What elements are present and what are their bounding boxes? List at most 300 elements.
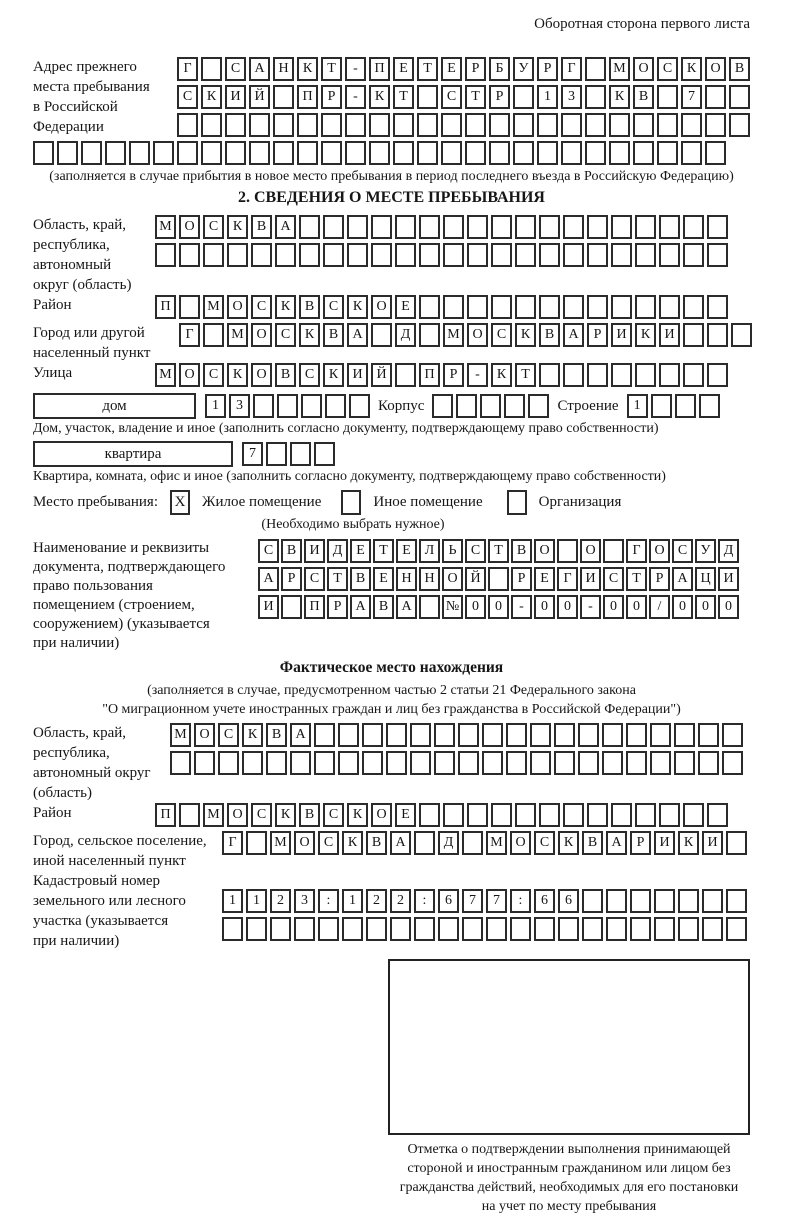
char-cell: Л [419,539,440,563]
char-cell: Т [488,539,509,563]
char-cell [582,889,603,913]
char-cell: Р [321,85,342,109]
char-cell [57,141,78,165]
label-line: в Российской [33,99,118,115]
char-cell [338,723,359,747]
char-cell [467,215,488,239]
label-line: при наличии) [33,635,120,651]
char-cell [218,751,239,775]
char-cell [515,803,536,827]
char-cell [530,723,551,747]
char-cell: Г [561,57,582,81]
char-cell [582,917,603,941]
char-cell [578,723,599,747]
city-label [33,323,155,363]
char-cell: Е [395,803,416,827]
char-cell: К [491,363,512,387]
char-cell [603,539,624,563]
char-cell [299,243,320,267]
char-cell [297,113,318,137]
region-label [33,215,155,295]
char-cell: 0 [488,595,509,619]
char-cell [393,141,414,165]
char-cell [707,243,728,267]
char-cell: С [441,85,462,109]
char-row [258,539,739,563]
char-cell [602,751,623,775]
char-row [155,215,728,239]
stroenie-label: Строение [557,397,619,414]
char-row [170,751,743,775]
char-cell [249,113,270,137]
char-cell [345,141,366,165]
char-cell [729,113,750,137]
char-cell: 1 [342,889,363,913]
char-cell: Р [489,85,510,109]
char-cell [318,917,339,941]
char-cell: С [225,57,246,81]
char-cell [266,442,287,466]
char-cell [504,394,525,418]
char-cell [587,295,608,319]
char-cell: П [419,363,440,387]
char-cell [417,141,438,165]
char-cell: Г [177,57,198,81]
char-cell: О [580,539,601,563]
label-line: Адрес прежнего [33,59,137,75]
char-cell: 1 [222,889,243,913]
char-cell [275,243,296,267]
char-cell [563,803,584,827]
char-row [222,831,747,855]
char-cell: Й [465,567,486,591]
char-cell [585,85,606,109]
char-cell [602,723,623,747]
label-line: Федерации [33,119,104,135]
char-cell: К [227,215,248,239]
char-cell: Р [587,323,608,347]
char-cell: П [304,595,325,619]
char-cell [467,803,488,827]
char-cell: В [729,57,750,81]
char-cell [462,917,483,941]
label-line: республика, [33,745,110,761]
char-cell: К [515,323,536,347]
char-cell [654,889,675,913]
char-cell [227,243,248,267]
char-cell: К [347,295,368,319]
char-cell: И [659,323,680,347]
char-cell [225,141,246,165]
char-cell: 2 [366,889,387,913]
stamp-box [388,959,750,1135]
char-cell [177,113,198,137]
char-cell: / [649,595,670,619]
char-cell: 7 [681,85,702,109]
char-cell: С [323,295,344,319]
char-cell: - [345,85,366,109]
char-cell: К [369,85,390,109]
label-line: автономный округ [33,765,151,781]
char-cell [506,751,527,775]
char-cell [342,917,363,941]
char-cell: К [242,723,263,747]
char-cell: О [227,295,248,319]
char-cell [657,85,678,109]
prev-address-note: (заполняется в случае прибытия в новое место пребывания в период последнего въезда в Российскую Федерацию) [49,169,734,184]
prev-address-cells [177,57,750,141]
char-row [177,113,750,137]
char-cell: А [290,723,311,747]
char-cell [395,215,416,239]
label-line: право пользования [33,578,153,594]
char-cell [390,917,411,941]
char-cell: В [582,831,603,855]
char-cell: О [649,539,670,563]
region3-group [33,723,750,803]
char-cell [683,215,704,239]
char-cell [222,917,243,941]
char-cell: 2 [270,889,291,913]
char-cell [321,113,342,137]
char-row [242,442,335,466]
char-cell: А [275,215,296,239]
char-cell [201,57,222,81]
char-cell: Е [350,539,371,563]
char-cell: К [678,831,699,855]
char-cell [539,215,560,239]
label-line: места пребывания [33,79,150,95]
char-cell: К [227,363,248,387]
char-cell: К [323,363,344,387]
char-cell: Й [249,85,270,109]
char-cell [203,243,224,267]
label-line: (заполняется в случае, предусмотренном частью 2 статьи 21 Федерального закона [147,683,636,698]
char-cell: Т [393,85,414,109]
house-note: Дом, участок, владение и иное (заполнить согласно документу, подтверждающему право собственности) [33,421,659,436]
char-cell [410,751,431,775]
char-cell: С [304,567,325,591]
char-cell [482,751,503,775]
char-cell: С [177,85,198,109]
char-cell [585,141,606,165]
prev-address-overflow-row [33,141,750,165]
char-cell [534,917,555,941]
char-cell [699,394,720,418]
char-cell [105,141,126,165]
char-cell [654,917,675,941]
char-cell [273,141,294,165]
char-cell [683,363,704,387]
char-cell [705,113,726,137]
char-cell: А [672,567,693,591]
char-cell [702,889,723,913]
char-cell [530,751,551,775]
label-line: Область, край, [33,217,127,233]
char-cell [491,803,512,827]
char-cell: Е [396,539,417,563]
char-cell [561,113,582,137]
char-cell: Ц [695,567,716,591]
char-cell: С [258,539,279,563]
char-cell: И [347,363,368,387]
char-cell [417,113,438,137]
char-cell [251,243,272,267]
char-cell [33,141,54,165]
char-cell: В [366,831,387,855]
char-cell [419,215,440,239]
char-cell: : [510,889,531,913]
char-cell: 3 [229,394,250,418]
checkbox-organization [507,490,527,515]
char-cell: 1 [627,394,648,418]
checkbox-other-premise [341,490,361,515]
label-line: Город или другой [33,325,145,341]
char-cell [635,295,656,319]
char-cell: О [251,363,272,387]
char-cell [633,113,654,137]
label-line: республика, [33,237,110,253]
char-cell: К [275,803,296,827]
char-cell: 0 [465,595,486,619]
char-cell [194,751,215,775]
char-cell [443,295,464,319]
char-cell [674,751,695,775]
char-cell: Д [438,831,459,855]
char-cell [702,917,723,941]
char-cell [314,442,335,466]
char-cell: - [580,595,601,619]
char-cell [301,394,322,418]
char-cell: 6 [558,889,579,913]
char-row [627,394,720,418]
char-cell [273,113,294,137]
char-cell [726,889,747,913]
char-cell: 3 [561,85,582,109]
char-cell: А [606,831,627,855]
char-cell [338,751,359,775]
char-cell: М [170,723,191,747]
char-cell [414,831,435,855]
char-cell [659,363,680,387]
section3-title: Фактическое место нахождения [279,659,504,676]
street-label: Улица [33,365,73,381]
char-cell: Д [327,539,348,563]
char-cell [698,723,719,747]
char-cell: № [442,595,463,619]
char-cell [386,723,407,747]
char-cell: И [580,567,601,591]
option-other-premise-label: Иное помещение [373,494,483,510]
char-cell [458,723,479,747]
char-cell: 0 [718,595,739,619]
char-cell [299,215,320,239]
char-cell [345,113,366,137]
char-cell: С [603,567,624,591]
char-cell [611,295,632,319]
label-line: сооружением) (указывается [33,616,210,632]
char-cell: Е [393,57,414,81]
char-cell [681,141,702,165]
char-cell [585,57,606,81]
char-cell [515,295,536,319]
char-cell: К [275,295,296,319]
char-cell [321,141,342,165]
char-cell: Г [557,567,578,591]
char-cell [563,363,584,387]
region3-label [33,723,170,803]
char-cell [273,85,294,109]
char-cell [443,243,464,267]
label-line: округ (область) [33,277,132,293]
char-cell: С [251,803,272,827]
char-cell [203,323,224,347]
char-cell [554,751,575,775]
char-cell [515,215,536,239]
char-cell [561,141,582,165]
char-cell [462,831,483,855]
char-cell: И [258,595,279,619]
char-cell: В [350,567,371,591]
char-cell: У [513,57,534,81]
char-cell [465,141,486,165]
char-cell: 0 [534,595,555,619]
char-cell: К [347,803,368,827]
char-cell [488,567,509,591]
char-cell [678,889,699,913]
char-cell [253,394,274,418]
label-line: гражданства действий, необходимых для его постановки [399,1180,739,1195]
char-cell: 1 [205,394,226,418]
char-cell: В [323,323,344,347]
char-cell [635,215,656,239]
section2-title: 2. СВЕДЕНИЯ О МЕСТЕ ПРЕБЫВАНИЯ [238,189,545,206]
char-cell: М [443,323,464,347]
label-line: помещением (строением, [33,597,195,613]
label-line: (область) [33,785,92,801]
region3-cells [170,723,743,779]
char-cell [657,113,678,137]
char-cell: Р [327,595,348,619]
char-cell: Б [489,57,510,81]
char-cell: С [218,723,239,747]
char-cell: К [681,57,702,81]
char-cell: М [270,831,291,855]
char-cell [419,323,440,347]
char-cell: О [534,539,555,563]
char-cell: И [718,567,739,591]
char-cell [362,751,383,775]
label-line: документа, подтверждающего [33,559,226,575]
char-cell: О [510,831,531,855]
char-cell: 7 [242,442,263,466]
char-cell: О [705,57,726,81]
char-cell [513,113,534,137]
char-cell: 1 [537,85,558,109]
char-cell: М [609,57,630,81]
char-cell: О [467,323,488,347]
char-cell [707,323,728,347]
char-cell [651,394,672,418]
char-cell [635,803,656,827]
checkbox-residential: X [170,490,190,515]
char-cell: В [633,85,654,109]
char-cell [585,113,606,137]
document-cells [258,539,739,623]
char-cell [678,917,699,941]
char-cell: С [203,215,224,239]
char-cell: Т [515,363,536,387]
char-cell [467,295,488,319]
char-cell [539,243,560,267]
char-cell: 0 [557,595,578,619]
char-row [179,323,752,347]
char-cell: О [251,323,272,347]
char-cell [438,917,459,941]
char-cell [489,141,510,165]
label-line: автономный [33,257,112,273]
apartment-note: Квартира, комната, офис и иное (заполнить согласно документу, подтверждающему право собственности) [33,469,666,484]
char-cell [554,723,575,747]
char-cell [482,723,503,747]
char-cell: Н [273,57,294,81]
char-cell [558,917,579,941]
label-line: Город, сельское поселение, [33,833,207,849]
district3-label: Район [33,805,72,821]
char-cell: И [225,85,246,109]
house-row [33,393,750,419]
char-cell: Е [395,295,416,319]
char-cell: Г [179,323,200,347]
label-line: населенный пункт [33,345,151,361]
char-cell: - [511,595,532,619]
char-cell [659,803,680,827]
section3-note [33,681,750,719]
char-cell [179,295,200,319]
char-cell: С [534,831,555,855]
label-line: Кадастровый номер [33,873,160,889]
char-cell [458,751,479,775]
char-cell [726,831,747,855]
char-cell: В [299,803,320,827]
char-cell [417,85,438,109]
char-row [258,595,739,619]
char-cell: 0 [695,595,716,619]
char-cell [369,141,390,165]
char-cell [179,803,200,827]
char-cell: Р [465,57,486,81]
char-cell [155,243,176,267]
char-cell: О [371,295,392,319]
char-cell [362,723,383,747]
char-cell: О [194,723,215,747]
char-cell: Т [373,539,394,563]
char-cell [609,113,630,137]
char-cell: И [702,831,723,855]
char-cell [290,442,311,466]
char-cell: А [347,323,368,347]
char-cell [489,113,510,137]
char-cell: 0 [672,595,693,619]
char-row [155,363,728,387]
char-cell [707,215,728,239]
char-cell [650,723,671,747]
char-cell: Р [649,567,670,591]
char-cell [349,394,370,418]
char-cell [659,295,680,319]
char-cell: 1 [246,889,267,913]
char-cell: С [657,57,678,81]
